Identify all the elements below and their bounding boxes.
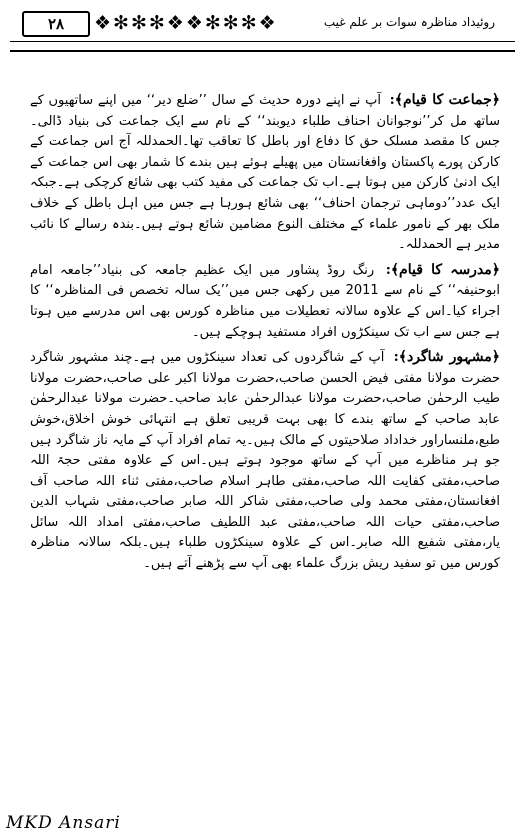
page-header bbox=[10, 8, 515, 52]
signature: MKD Ansari bbox=[6, 813, 121, 833]
section-body: رنگ روڈ پشاور میں ایک عظیم جامعہ کی بنیاد’’جامعہ امام ابوحنیفہ‘‘ کے نام سے 2011 میں رکھی جس میں’’یک سالہ تخصص فی المناظرہ‘‘ کا اجراء کیا۔اس کے علاوہ سالانہ تعطیلات میں مناظرہ کورس بھی اس مدرسے میں ہوتا ہے جس سے اب تک سینکڑوں افراد مستفید ہوچکے ہیں۔ bbox=[30, 262, 500, 340]
section-jamaat bbox=[30, 90, 500, 256]
section-body: آپ نے اپنے دورہ حدیث کے سال ’’ضلع دیر‘‘ میں اپنے ساتھیوں کے ساتھ مل کر’’نوجوانان احناف طلباء دیوبند‘‘ کے نام سے ایک جماعت کی بنیاد ڈالی۔ جس کا مقصد مسلک حق کا دفاع اور باطل کا تعاقب تھا۔الحمدللہ آج اس جماعت کے کارکن پورے پاکستان وافغانستان میں پھیلے ہوئے ہیں بندے کا شمار بھی اس جماعت کے ایک ادنیٰ کارکن میں ہوتا ہے۔اب تک جماعت کی مفید کتب بھی شائع کرچکی ہے۔جبکہ ایک عدد’’دوماہی ترجمان احناف‘‘ بھی شائع ہورہا ہے جس میں اہل باطل کے خلاف ملک بھر کے نامور علماء کے مختلف النوع مضامین شائع ہوتے ہیں۔بندہ رسالے کا نائب مدیر ہے الحمدللہ۔ bbox=[30, 93, 500, 253]
page-number: ۲۸ bbox=[47, 15, 65, 33]
header-ornaments: ❖✻✻✻❖❖✻✻✻❖ bbox=[94, 12, 278, 34]
section-heading: ﴿مدرسہ کا قیام﴾: bbox=[385, 261, 500, 278]
page-number-box bbox=[22, 11, 90, 37]
section-body: آپ کے شاگردوں کی تعداد سینکڑوں میں ہے۔چند مشہور شاگرد حضرت مولانا مفتی فیض الحسن صاحب،حضرت مولانا اکبر علی صاحب،حضرت مولانا طیب الرحمٰن صاحب،حضرت مولانا عبدالرحمٰن عابد صاحب۔حضرت مولانا عبدالرحمٰن عابد صاحب کے ساتھ بندے کا بھی بہت قریبی تعلق ہے انتہائی خوش اخلاق،خوش طبع،ملنساراور خداداد صلاحیتوں کے مالک ہیں۔یہ تمام افراد آپ کے مایہ ناز شاگرد ہیں جو ہر مناظرے میں آپ کے ساتھ موجود ہوتے ہیں۔اس کے علاوہ مفتی حجۃ اللہ صاحب،مفتی کفایت اللہ صاحب،مفتی طاہر اسلام صاحب،مفتی ثناء اللہ صاحب آف افغانستان،مفتی محمد ولی صاحب،مفتی شاکر اللہ صابر صاحب،مفتی شہاب الدین صاحب،مفتی حیات اللہ صاحب،مفتی عبد اللطیف صاحب،مفتی امداد اللہ سائل یار،مفتی شفیع اللہ صابر۔اس کے علاوہ سینکڑوں طلباء ہیں۔بلکہ سالانہ مناظرہ کورس میں تو سفید ریش بزرگ علماء بھی آپ سے پڑھنے آتے ہیں۔ bbox=[30, 350, 500, 572]
section-students bbox=[30, 347, 500, 575]
section-heading: ﴿مشہور شاگرد﴾: bbox=[393, 349, 500, 366]
header-rule bbox=[10, 41, 515, 42]
section-heading: ﴿جماعت کا قیام﴾: bbox=[389, 92, 500, 108]
running-title: روئیداد مناظرہ سوات بر علم غیب bbox=[323, 15, 495, 29]
section-madrasa bbox=[30, 260, 500, 343]
page-body bbox=[30, 90, 500, 780]
